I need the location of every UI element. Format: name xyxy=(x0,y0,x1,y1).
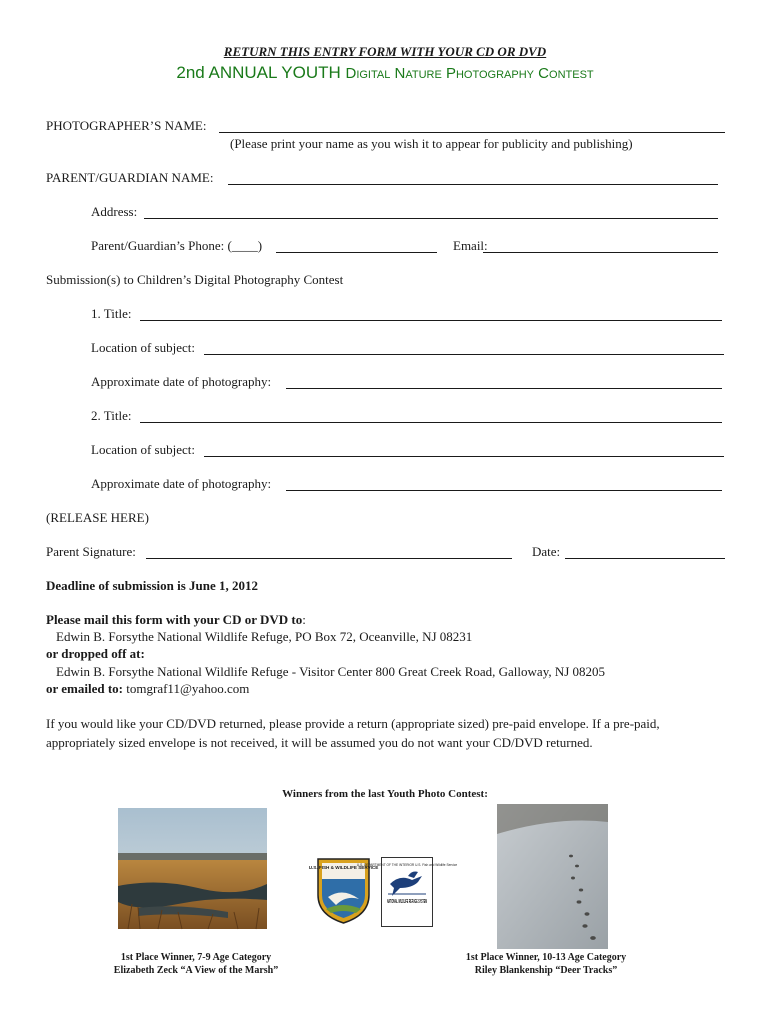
mail-heading-colon: : xyxy=(302,612,306,627)
date-label: Date: xyxy=(532,544,561,559)
entry2-title-field[interactable] xyxy=(140,422,722,423)
entry1-date-label: Approximate date of photography: xyxy=(91,374,272,389)
address-label: Address: xyxy=(91,204,138,219)
submissions-heading: Submission(s) to Children’s Digital Photography Contest xyxy=(46,272,344,287)
photographer-name-field[interactable] xyxy=(219,132,725,133)
email-heading: or emailed to: xyxy=(46,681,124,696)
entry2-title-label: 2. Title: xyxy=(91,408,132,423)
address-field[interactable] xyxy=(144,218,718,219)
entry1-title-label: 1. Title: xyxy=(91,306,132,321)
entry2-date-label: Approximate date of photography: xyxy=(91,476,272,491)
email-line xyxy=(46,681,249,697)
mail-address: Edwin B. Forsythe National Wildlife Refuge, PO Box 72, Oceanville, NJ 08231 xyxy=(56,629,473,644)
winner2-caption xyxy=(446,951,646,977)
release-label: (RELEASE HERE) xyxy=(46,510,149,525)
entry1-location-field[interactable] xyxy=(204,354,724,355)
return-instruction: RETURN THIS ENTRY FORM WITH YOUR CD OR DVD xyxy=(223,44,547,59)
signature-field[interactable] xyxy=(146,558,512,559)
winners-heading: Winners from the last Youth Photo Contest: xyxy=(282,788,488,800)
photographer-note: (Please print your name as you wish it to appear for publicity and publishing) xyxy=(230,136,633,151)
contest-title xyxy=(0,63,770,83)
blue-goose-icon xyxy=(356,857,458,927)
nwrs-top-text: U.S. DEPARTMENT OF THE INTERIOR U.S. Fish and Wildlife Service xyxy=(356,863,458,867)
entry2-date-field[interactable] xyxy=(286,490,722,491)
phone-field[interactable] xyxy=(276,252,437,253)
signature-label: Parent Signature: xyxy=(46,544,136,559)
nwrs-bottom-text: NATIONAL WILDLIFE REFUGE SYSTEM xyxy=(387,899,428,905)
winner1-caption xyxy=(96,951,296,977)
contest-title-part1: 2nd ANNUAL YOUTH xyxy=(176,63,346,82)
entry1-date-field[interactable] xyxy=(286,388,722,389)
contact-email[interactable]: tomgraf11@yahoo.com xyxy=(126,681,250,696)
winner2-line2: Riley Blankenship “Deer Tracks” xyxy=(474,965,618,976)
entry2-location-field[interactable] xyxy=(204,456,724,457)
deadline-text: Deadline of submission is June 1, 2012 xyxy=(46,578,259,593)
deer-tracks-photo xyxy=(497,804,608,949)
photographer-label: PHOTOGRAPHER’S NAME: xyxy=(46,118,207,133)
email-label: Email: xyxy=(453,238,488,253)
winner2-line1: 1st Place Winner, 10-13 Age Category xyxy=(465,952,627,963)
date-field[interactable] xyxy=(565,558,725,559)
fws-shield-icon xyxy=(308,857,379,925)
entry1-location-label: Location of subject: xyxy=(91,340,195,355)
mail-heading xyxy=(46,612,306,628)
mail-heading-text: Please mail this form with your CD or DVD to xyxy=(46,612,303,627)
dropoff-address: Edwin B. Forsythe National Wildlife Refuge - Visitor Center 800 Great Creek Road, Galloway, NJ 08205 xyxy=(56,664,606,679)
contest-title-part2: Digital Nature Photography Contest xyxy=(345,65,594,82)
return-note: If you would like your CD/DVD returned, please provide a return (appropriate sized) pre-paid envelope. If a pre-paid, appropriately sized envelope is not received, it will be assumed you do not want your CD/DVD returned. xyxy=(46,716,660,750)
marsh-photo xyxy=(118,808,267,929)
email-field[interactable] xyxy=(483,252,718,253)
phone-label: Parent/Guardian’s Phone: (____) xyxy=(91,238,263,253)
winner1-line1: 1st Place Winner, 7-9 Age Category xyxy=(120,952,272,963)
entry2-location-label: Location of subject: xyxy=(91,442,195,457)
entry1-title-field[interactable] xyxy=(140,320,722,321)
guardian-label: PARENT/GUARDIAN NAME: xyxy=(46,170,214,185)
fws-logo-text: U.S. FISH & WILDLIFE SERVICE xyxy=(308,865,379,870)
guardian-name-field[interactable] xyxy=(228,184,718,185)
winner1-line2: Elizabeth Zeck “A View of the Marsh” xyxy=(113,965,279,976)
dropoff-heading: or dropped off at: xyxy=(46,646,145,661)
